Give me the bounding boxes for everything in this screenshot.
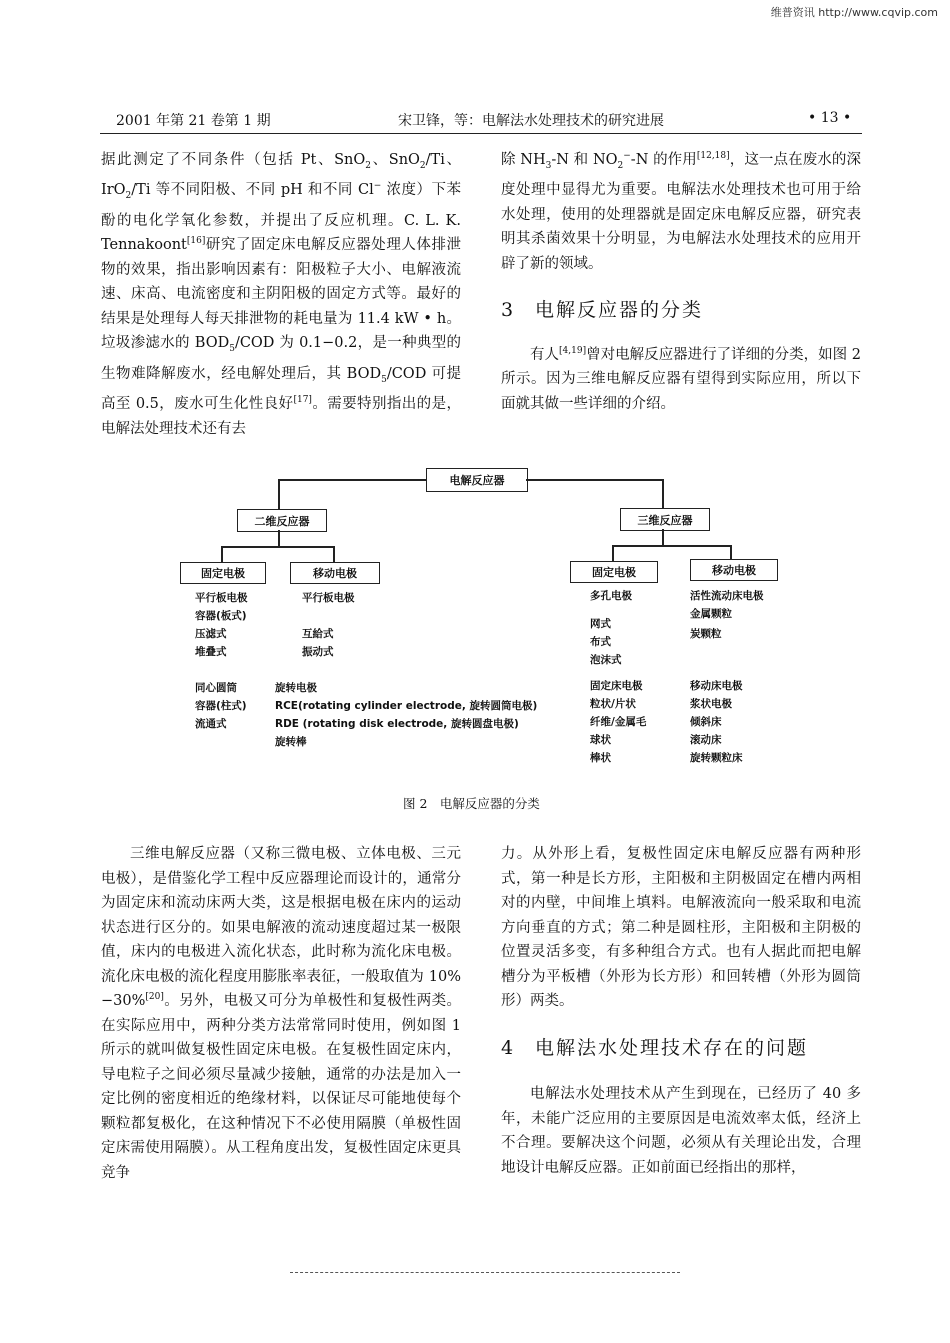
paragraph: 三维电解反应器（又称三微电极、立体电极、三元电极），是借鉴化学工程中反应器理论而设计的，通常分为固定床和流动床两大类，这是根据电极在床内的运动状态进行区分的。如果电解液的流动速度超过某一极限值，床内的电极进入流化状态，此时称为流化床电极。流化床电极的流化程度用膨胀率表征，一般取值为 10%−30%[20]。另外，电极又可分为单极性和复极性两类。在实际应用中，两种分类方法常常同时使用，例如图 1 所示的就叫做复极性固定床电极。在复极性固定床内，导电粒子之间必须尽量减少接触，通常的办法是加入一定比例的密度相近的绝缘材料，以保证尽可能地使每个颗粒都复极化，在这种情况下不必使用隔膜（单极性固定床需使用隔膜）。从工程角度出发，复极性固定床更具竞争 [101, 846, 461, 1181]
journal-issue: 2001 年第 21 卷第 1 期 [116, 113, 271, 129]
list-3d-fixed-bottom: 固定床电极 粒状/片状 纤维/金属毛 球状 棒状 [590, 680, 647, 764]
paragraph: 除 $NH_3-N$ 和 $NO_2^--N$ 的作用[12,18]，这一点在废水的深度处理中显得尤为重要。电解法水处理技术也可用于给水处理，使用的处理器就是固定床电解反应器，研究表明其杀菌效果十分明显，为电解法水处理技术的应用开辟了新的领域。 [501, 151, 861, 272]
list-2d-fixed-bottom: 同心圆筒 容器(柱式) 流通式 [195, 682, 247, 730]
watermark: 维普资讯 http://www.cqvip.com [770, 6, 938, 19]
section-4-heading: 4 电解法水处理技术存在的问题 [501, 1036, 809, 1059]
node-2d-fixed: 固定电极 [180, 562, 266, 584]
node-3d: 三维反应器 [620, 508, 710, 531]
citation: [20] [145, 992, 164, 1002]
bottom-right-column [501, 842, 861, 1180]
paragraph: 电解法水处理技术从产生到现在，已经历了 40 多年，未能广泛应用的主要原因是电流效率太低，经济上不合理。要解决这个问题，必须从有关理论出发，合理地设计电解反应器。正如前面已经指出的那样， [501, 1086, 861, 1176]
node-2d-moving: 移动电极 [290, 562, 380, 584]
citation: [4,19] [559, 345, 587, 356]
citation: [16] [186, 236, 206, 247]
node-2d: 二维反应器 [237, 509, 327, 532]
list-3d-moving-bottom: 移动床电极 浆状电极 倾斜床 滚动床 旋转颗粒床 [690, 680, 743, 764]
paragraph: 据此测定了不同条件（包括 Pt、SnO$_2$、SnO$_2$/Ti、IrO$_2$/Ti 等不同阳极、不同 pH 和不同 Cl− 浓度）下苯酚的电化学氧化参数，并提出了反应机理。C. L. K. Tennakoont[16]研究了固定床电解反应器处理人体排泄物的效果，指出影响因素有：阳极粒子大小、电解液流速、床高、电流密度和主阴阳极的固定方式等。最好的结果是处理每人每天排泄物的耗电量为 11.4 kW • h。垃圾渗滤水的 $BOD_5$/COD 为 0.1−0.2，是一种典型的生物难降解废水，经电解处理后，其 $BOD_5$/COD 可提高至 0.5，废水可生化性良好[17]。需要特别指出的是，电解法处理技术还有去 [101, 152, 462, 437]
section-3-heading: 3 电解反应器的分类 [501, 299, 704, 322]
node-3d-moving: 移动电极 [690, 559, 778, 581]
list-2d-moving-bottom: 旋转电极 RCE(rotating cylinder electrode, 旋转圆筒电极) RDE (rotating disk electrode, 旋转圆盘电极) 旋转棒 [275, 682, 538, 748]
list-2d-fixed-top: 平行板电极 容器(板式) 压滤式 堆叠式 [195, 592, 248, 658]
page-number: • 13 • [808, 110, 852, 126]
citation: [17] [293, 395, 312, 406]
list-2d-moving-top: 平行板电极 互給式 振动式 [302, 592, 355, 658]
node-root: 电解反应器 [426, 468, 528, 492]
bottom-left-column [101, 842, 461, 1185]
paragraph: 有人[4,19]曾对电解反应器进行了详细的分类，如图 2 所示。因为三维电解反应器有望得到实际应用，所以下面就其做一些详细的介绍。 [501, 345, 861, 412]
footer-rule [290, 1272, 680, 1273]
paragraph: 力。从外形上看，复极性固定床电解反应器有两种形式，第一种是长方形，主阳极和主阴极固定在槽内两相对的内壁，中间堆上填料。电解液流向一般采取和电流方向垂直的方式；第二种是圆柱形，主阳极和主阴极的位置灵活多变，有多种组合方式。也有人据此而把电解槽分为平板槽（外形为长方形）和回转槽（外形为圆筒形）两类。 [501, 846, 861, 1009]
list-3d-fixed-top: 多孔电极 网式 布式 泡沫式 [590, 590, 632, 666]
node-3d-fixed: 固定电极 [570, 561, 658, 583]
running-title: 宋卫锋，等：电解法水处理技术的研究进展 [398, 113, 664, 129]
list-3d-moving-top: 活性流动床电极 金属颗粒 炭颗粒 [690, 590, 764, 640]
citation: [12,18] [696, 151, 730, 161]
figure-caption: 图 2 电解反应器的分类 [403, 796, 540, 811]
